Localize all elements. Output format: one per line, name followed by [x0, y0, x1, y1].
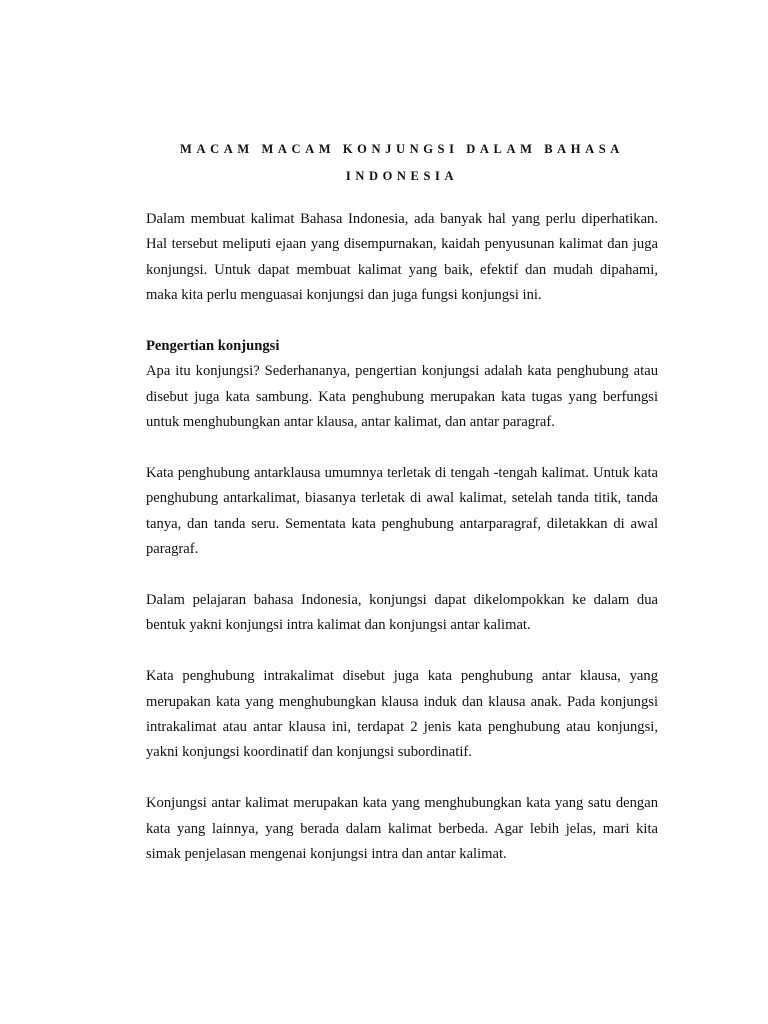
paragraph-grouping: Dalam pelajaran bahasa Indonesia, konjungsi dapat dikelompokkan ke dalam dua bentuk yakni konjungsi intra kalimat dan konjungsi antar kalimat. [146, 592, 658, 634]
title-line-1: MACAM MACAM KONJUNGSI DALAM BAHASA [180, 142, 624, 156]
document-page [146, 0, 658, 1024]
intro-paragraph: Dalam membuat kalimat Bahasa Indonesia, ada banyak hal yang perlu diperhatikan. Hal tersebut meliputi ejaan yang disempurnakan, kaidah penyusunan kalimat dan juga konjungsi. Untuk dapat membuat kalimat yang baik, efektif dan mudah dipahami, maka kita perlu menguasai konjungsi dan juga fungsi konjungsi ini. [146, 211, 658, 304]
title-line-2: INDONESIA [345, 169, 459, 183]
paragraph-antarkalimat: Konjungsi antar kalimat merupakan kata yang menghubungkan kata yang satu dengan kata yang lainnya, yang berada dalam kalimat berbeda. Agar lebih jelas, mari kita simak penjelasan mengenai konjungsi intra dan antar kalimat. [146, 795, 658, 863]
paragraph-intrakalimat: Kata penghubung intrakalimat disebut juga kata penghubung antar klausa, yang merupakan kata yang menghubungkan klausa induk dan klausa anak. Pada konjungsi intrakalimat atau antar klausa ini, terdapat 2 jenis kata penghubung atau konjungsi, yakni konjungsi koordinatif dan konjungsi subordinatif. [146, 668, 658, 761]
document-title [146, 136, 658, 190]
paragraph-position: Kata penghubung antarklausa umumnya terletak di tengah -tengah kalimat. Untuk kata penghubung antarkalimat, biasanya terletak di awal kalimat, setelah tanda titik, tanda tanya, dan tanda seru. Sementata kata penghubung antarparagraf, diletakkan di awal paragraf. [146, 465, 658, 558]
section-heading: Pengertian konjungsi [146, 338, 280, 355]
document-body [146, 207, 658, 893]
paragraph-definition: Apa itu konjungsi? Sederhananya, pengertian konjungsi adalah kata penghubung atau disebut juga kata sambung. Kata penghubung merupakan kata tugas yang berfungsi untuk menghubungkan antar klausa, antar kalimat, dan antar paragraf. [146, 363, 658, 431]
